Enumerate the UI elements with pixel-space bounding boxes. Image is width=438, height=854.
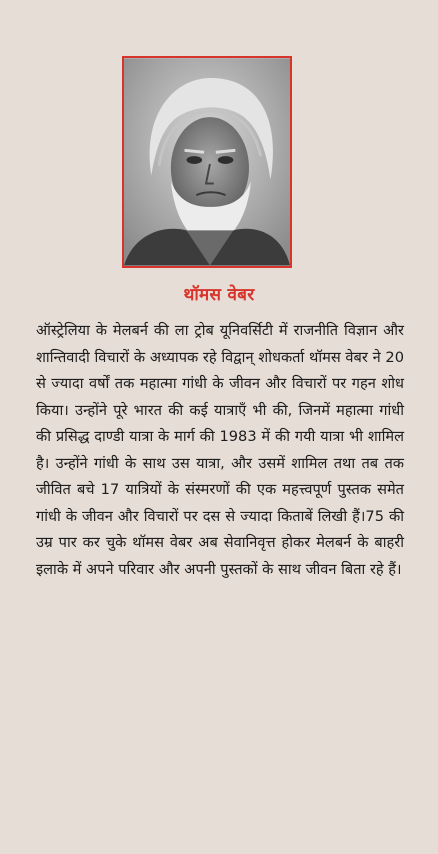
author-name: थॉमस वेबर [183,285,255,305]
author-portrait-image [124,58,290,266]
author-photo [122,56,292,268]
author-biography: ऑस्ट्रेलिया के मेलबर्न की ला ट्रोब यूनिवर्सिटी में राजनीति विज्ञान और शान्तिवादी विचारों के अध्यापक रहे विद्वान् शोधकर्ता थॉमस वेबर ने 20 से ज्यादा वर्षों तक महात्मा गांधी के जीवन और विचारों पर गहन शोध किया। उन्होंने पूरे भारत की कई यात्राएँ भी की, जिनमें महात्मा गांधी की प्रसिद्ध दाण्डी यात्रा के मार्ग की 1983 में की गयी यात्रा भी शामिल है। उन्होंने गांधी के साथ उस यात्रा, और उसमें शामिल तथा तब तक जीवित बचे 17 यात्रियों के संस्मरणों की एक महत्त्वपूर्ण पुस्तक समेत गांधी के जीवन और विचारों पर दस से ज्यादा किताबें लिखी हैं।75 की उम्र पार कर चुके थॉमस वेबर अब सेवानिवृत्त होकर मेलबर्न के बाहरी इलाके में अपने परिवार और अपनी पुस्तकों के साथ जीवन बिता रहे हैं। [36,322,404,578]
